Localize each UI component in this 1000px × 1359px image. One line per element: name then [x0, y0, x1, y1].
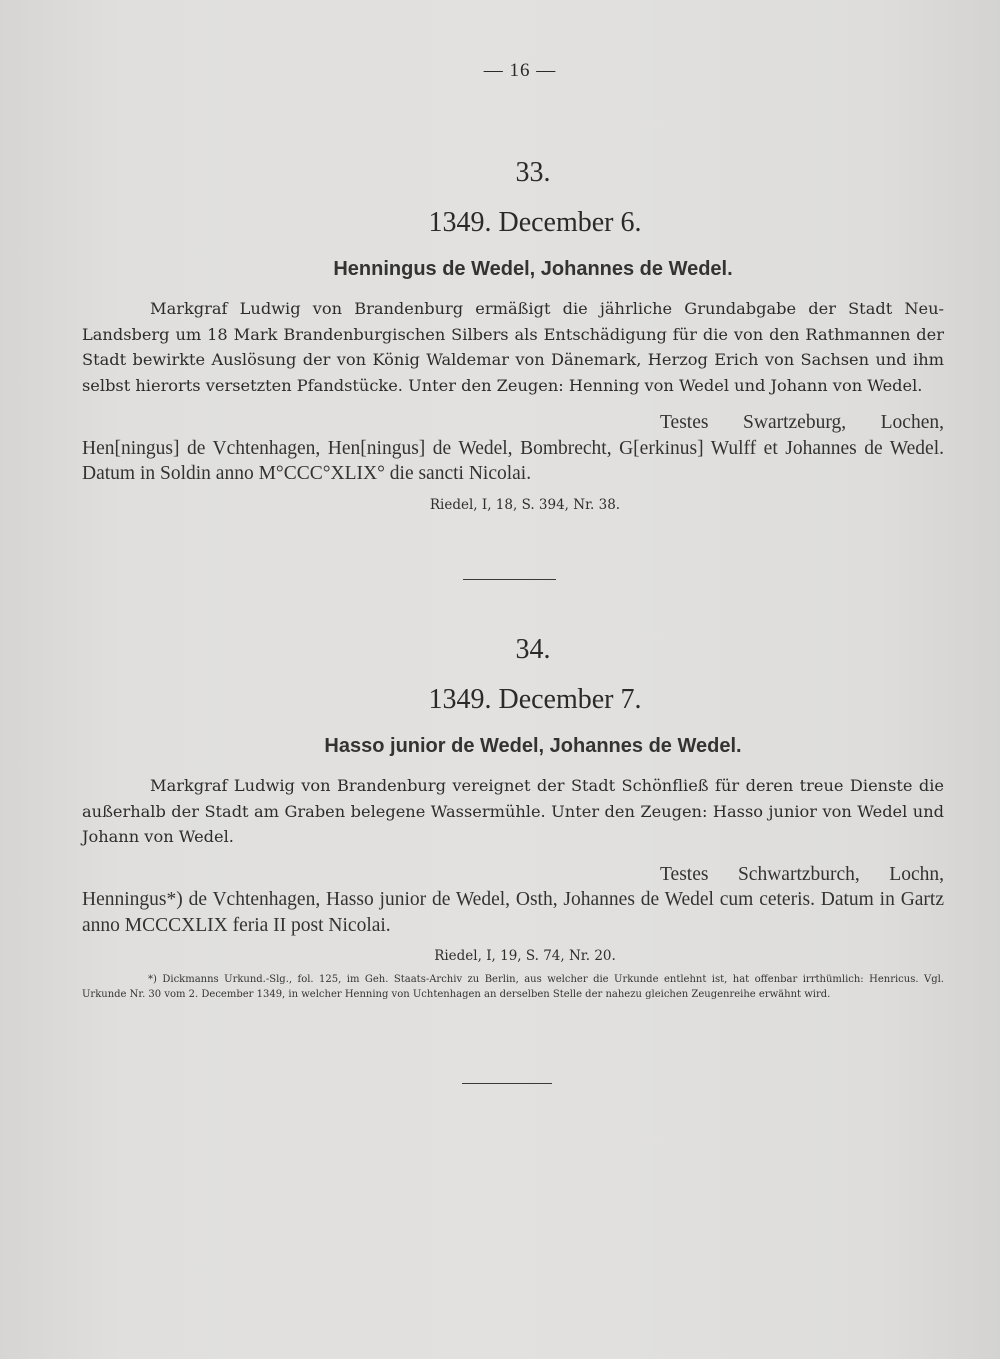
entry-date: 1349. December 7.: [428, 684, 642, 715]
entry-date: 1349. December 6.: [428, 207, 642, 238]
entry-latin-text: Testes Swartzeburg, Lochen, Hen[ningus] de Vchtenhagen, Hen[ningus] de Wedel, Bombrecht, G[erkinus] Wulff et Johannes de Wedel. Datum in Soldin anno M°CCC°XLIX° die sancti Nicolai.: [82, 412, 944, 484]
section-divider: [463, 579, 556, 580]
entry-names: Hasso junior de Wedel, Johannes de Wedel.: [324, 735, 742, 757]
entry-number: 34.: [515, 634, 551, 665]
document-entry-34: [82, 633, 944, 1002]
page-number: — 16 —: [483, 60, 557, 81]
entry-source-citation: Riedel, I, 18, S. 394, Nr. 38.: [429, 496, 621, 513]
entry-number: 33.: [515, 157, 551, 188]
entry-summary: Markgraf Ludwig von Brandenburg vereignet der Stadt Schönfließ für deren treue Dienste die außerhalb der Stadt am Graben belegene Wassermühle. Unter den Zeugen: Hasso junior von Wedel und Johann von Wedel.: [82, 776, 944, 846]
entry-names: Henningus de Wedel, Johannes de Wedel.: [333, 258, 733, 280]
document-entry-33: [82, 156, 944, 513]
entry-footnote: *) Dickmanns Urkund.-Slg., fol. 125, im Geh. Staats-Archiv zu Berlin, aus welcher die Urkunde entlehnt ist, hat offenbar irrthümlich: Henricus. Vgl. Urkunde Nr. 30 vom 2. December 1349, in welcher Henning von Uchtenhagen an derselben Stelle der nahezu gleichen Zeugenreihe erwähnt wird.: [82, 974, 944, 1000]
entry-source-citation: Riedel, I, 19, S. 74, Nr. 20.: [434, 948, 616, 964]
section-divider: [462, 1083, 552, 1084]
entry-latin-text: Testes Schwartzburch, Lochn, Henningus*) de Vchtenhagen, Hasso junior de Wedel, Osth, Johannes de Wedel cum ceteris. Datum in Gartz anno MCCCXLIX feria II post Nicolai.: [82, 863, 944, 936]
entry-summary: Markgraf Ludwig von Brandenburg ermäßigt die jährliche Grundabgabe der Stadt Neu-Landsberg um 18 Mark Brandenburgischen Silbers als Entschädigung für die von den Rathmannen der Stadt bewirkte Auslösung der von König Waldemar von Dänemark, Herzog Erich von Sachsen und ihm selbst hierorts versetzten Pfandstücke. Unter den Zeugen: Henning von Wedel und Johann von Wedel.: [82, 299, 944, 395]
